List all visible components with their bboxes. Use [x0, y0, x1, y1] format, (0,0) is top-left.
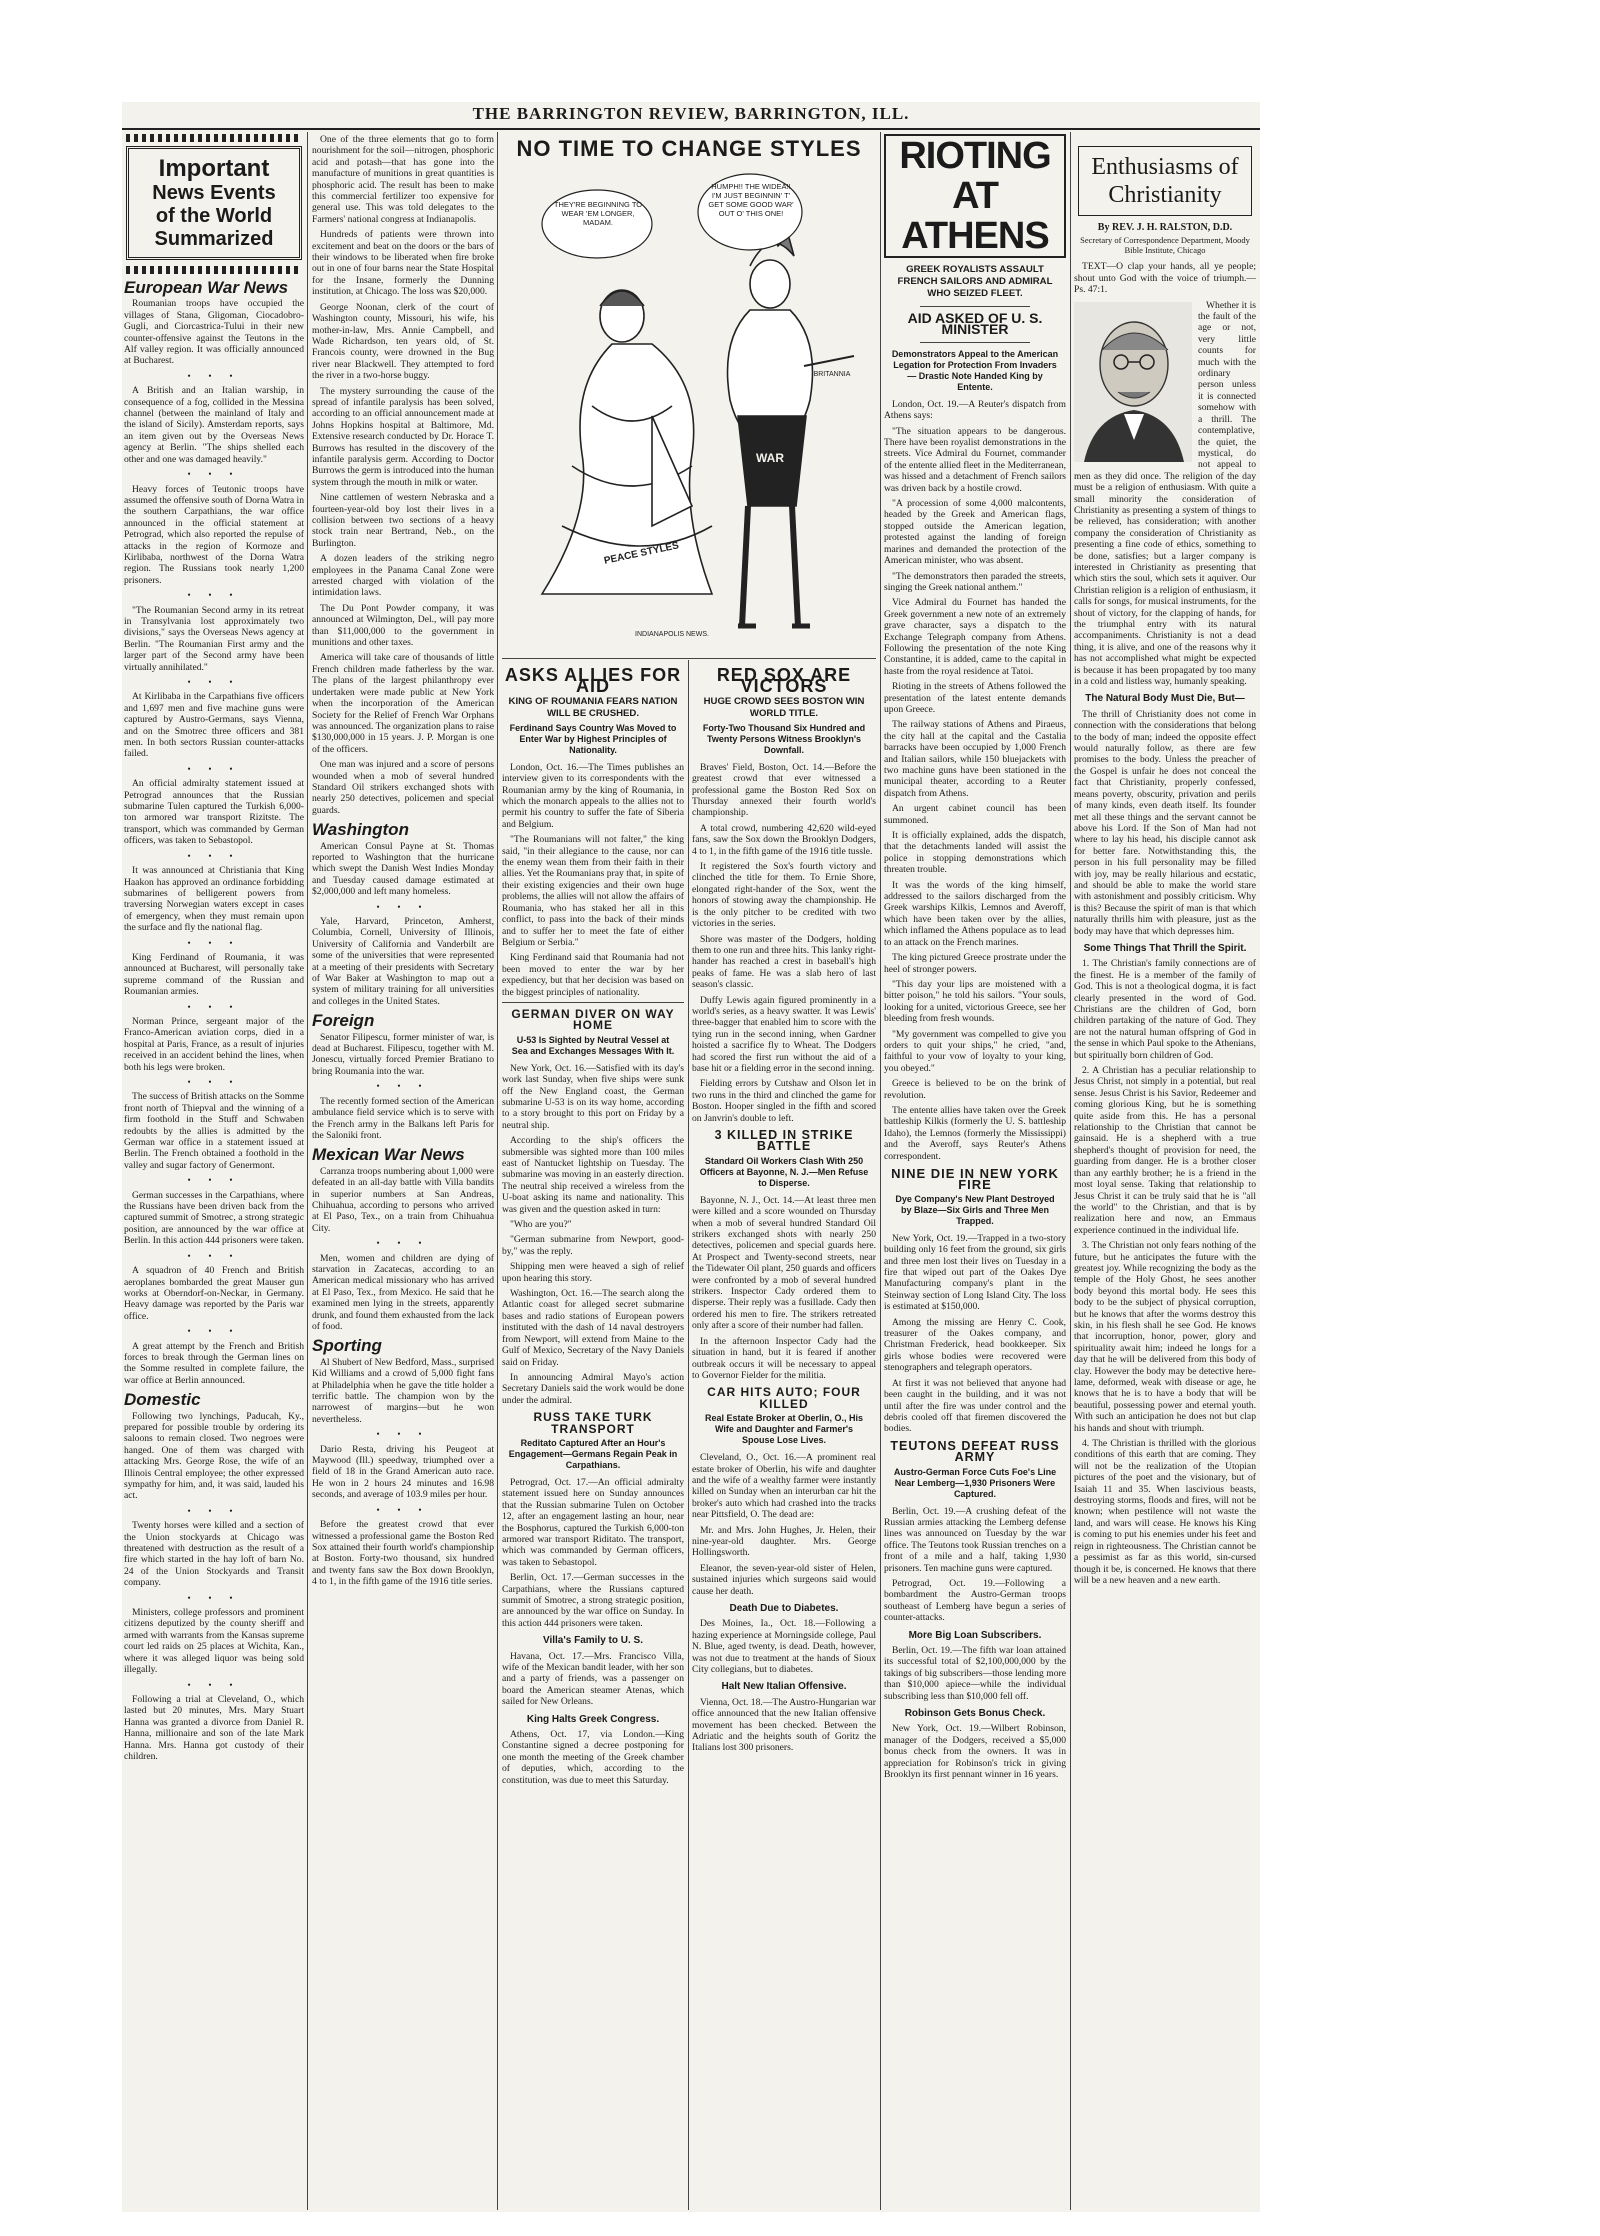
news-item: Al Shubert of New Bedford, Mass., surprised Kid Williams and a crowd of 5,000 fight fans at Philadelphia when he gave the title holder a terrific battle. The champion won by the narrowest of margins—but he won nevertheless. — [312, 1356, 494, 1425]
article-body — [884, 399, 1066, 1162]
paragraph: It was the words of the king himself, addressed to the sailors discharged from the Greek warships Kilkis, Lemnos and Averoff, which have been taken over by the allies, which inflamed the Athens populace as to lead to an attack on the French marines. — [884, 879, 1066, 948]
paragraph: Shore was master of the Dodgers, holding them to one run and three hits. This lanky right-hander has reached a crest in baseball's high peaks of fame. He was a slab hero of last season's classic. — [692, 933, 876, 991]
ornament-border — [126, 134, 302, 142]
sermon-title-line: Enthusiasms of — [1091, 154, 1239, 180]
column-divider — [497, 132, 498, 2210]
article-body — [1074, 709, 1256, 937]
item-separator: • • • — [376, 1429, 430, 1440]
paragraph: "The situation appears to be dangerous. There have been royalist demonstrations in the streets. Vice Admiral du Fournet, commander of the entente allied fleet in the Mediterranean, was hissed and a detachment of French sailors was driven back by a hostile crowd. — [884, 425, 1066, 494]
paragraph: "Who are you?" — [510, 1219, 572, 1231]
article-body — [502, 1063, 684, 1406]
sermon-title-line: Christianity — [1108, 182, 1222, 208]
article-body — [692, 1195, 876, 1382]
paragraph: It registered the Sox's fourth victory and clinched the title for them. To Ernie Shore, elongated right-hander of the Sox, went the honors of stowing away the championship. He is the only pitcher to be credited with two victories in the series. — [692, 861, 876, 930]
headline-rioting-athens: RIOTING AT ATHENS — [884, 134, 1066, 258]
item-separator: • • • — [187, 469, 241, 480]
item-separator: • • • — [187, 937, 241, 948]
masthead-rule — [122, 128, 1260, 130]
item-separator: • • • — [187, 1250, 241, 1261]
deck: KING OF ROUMANIA FEARS NATION WILL BE CRUSHED. — [508, 695, 678, 719]
paragraph: "The Roumanians will not falter," the king said, "in their allegiance to the cause, nor can the enemy wean them from their faith in their allies. Yet the Roumanians pray that, in spite of their existing exigencies and their own huge problems, the allies will not allow the affairs of Roumania, who has staked her all in this conflict, to pass into the back of their minds and to suffer her to meet the fate of either Belgium or Serbia." — [502, 834, 684, 948]
paragraph: One of the three elements that go to form nourishment for the soil—nitrogen, phosphoric acid and potash—that has gone into the manufacture of munitions in great quantities is phosphoric acid. The result has been to make this commercial fertilizer too expensive for general use. This was told delegates to the Farmers' national congress at Indianapolis. — [312, 134, 494, 225]
column-5 — [884, 134, 1066, 2210]
paragraph: Fielding errors by Cutshaw and Olson let in two runs in the third and clinched the game for Boston. Hooper singled in the fifth and scored on Janvrin's double to left. — [692, 1078, 876, 1124]
paragraph: A dozen leaders of the striking negro employees in the Panama Canal Zone were arrested charged with violation of the intimidation laws. — [312, 553, 494, 599]
news-item: American Consul Payne at St. Thomas reported to Washington that the hurricane which swept the Danish West Indies Monday and Tuesday caused damage estimated at $2,000,000 and left many homeless. — [312, 840, 494, 898]
news-item: Carranza troops numbering about 1,000 were defeated in an all-day battle with Villa bandits in superior numbers at San Andreas, Chihuahua, according to persons who arrived at El Paso, Tex., on a train from Chihuahua City. — [312, 1165, 494, 1234]
column-divider — [1070, 132, 1071, 2210]
paragraph: 4. The Christian is thrilled with the glorious conditions of this earth that are coming. They will not be the realization of the Utopian pictures of the poet and the visionary, but of Isaiah 11 and 35. When lascivious beasts, destroying storms, floods and fires, will not be known; when pestilence will not waste the land, and wars will cease. He knows his King is coming to put his enemies under his feet and reign in righteousness. The Christian cannot be a pessimist as far as this world, sin-cursed though it be, is concerned. He knows that there will be a new heaven and a new earth. — [1074, 1438, 1256, 1586]
paragraph: Eleanor, the seven-year-old sister of Helen, sustained injuries which surgeons said would cause her death. — [692, 1562, 876, 1597]
paragraph: 1. The Christian's family connections are of the finest. He is a member of the family of God. This is not a theological dogma, it is fact clearly presented in the word of God. Christians are the children of God, born children partaking of the nature of God. They are not the natural human offspring of God in the sense in which Paul spoke to the Athenians, but spiritually born children of God. — [1074, 958, 1256, 1061]
paragraph: Braves' Field, Boston, Oct. 14.—Before the greatest crowd that ever witnessed a professional game the Boston Red Sox on Thursday annexed their fourth world's championship. — [692, 761, 876, 819]
news-item: The recently formed section of the American ambulance field service which is to serve with the French army in the Balkans left Paris for the Saloniki front. — [312, 1095, 494, 1141]
cartoon-drawing — [502, 166, 876, 646]
news-item: It was announced at Christiania that King Haakon has approved an ordinance forbidding submarines of belligerent powers from traversing Norwegian waters except in cases of emergency, when they must remain upon the surface and fly the national flag. — [124, 865, 304, 934]
portrait-image — [1074, 302, 1192, 462]
article-body — [884, 1506, 1066, 1624]
paragraph: Berlin, Oct. 17.—German successes in the Carpathians, where the Russians captured summit of Smotrec, a strong strategic position, are announced by the war office on Sunday. In this action 444 prisoners were taken. — [502, 1572, 684, 1629]
article-body: Athens, Oct. 17, via London.—King Constantine signed a decree postponing for one month the meeting of the Greek chamber of deputies, which, according to the constitution, was due to meet this Saturday. — [502, 1729, 684, 1786]
article-body — [1074, 958, 1256, 1586]
subhead-natural-body: The Natural Body Must Die, But— — [1085, 693, 1245, 705]
headline-german-diver: GERMAN DIVER ON WAY HOME — [511, 1006, 675, 1033]
headline-diabetes: Death Due to Diabetes. — [729, 1603, 839, 1614]
item-separator: • • • — [187, 850, 241, 861]
paragraph: "My government was compelled to give you orders to quit your ships," he cried, "and, faithful to your vow of loyalty to your king, you obeyed." — [884, 1028, 1066, 1074]
cartoon-skirt-label: WAR — [756, 451, 784, 465]
headline-allies-aid: ASKS ALLIES FOR AID — [504, 665, 682, 697]
paragraph: Shipping men were heaved a sigh of relief upon hearing this story. — [502, 1261, 684, 1284]
paragraph: "A procession of some 4,000 malcontents, headed by the Greek and American flags, stopped outside the American legation, protested against the landing of foreign marines and demanded the protection of the American minister, who was absent. — [884, 498, 1066, 567]
news-item: King Ferdinand of Roumania, it was announced at Bucharest, will personally take supreme command of the Russian and Roumanian armies. — [124, 951, 304, 998]
section-heading: Mexican War News — [312, 1145, 465, 1165]
news-item: Men, women and children are dying of starvation in Zacatecas, according to an American medical missionary who has arrived at El Paso, Tex., from Mexico. He said that he examined men lying in the streets, apparently drunk, and found them exhausted from the lack of food. — [312, 1252, 494, 1332]
item-separator: • • • — [187, 1592, 241, 1603]
subdeck: Real Estate Broker at Oberlin, O., His Wife and Daughter and Farmer's Spouse Lose Lives. — [704, 1413, 864, 1446]
paragraph: "German submarine from Newport, good-by," was the reply. — [502, 1234, 684, 1257]
speech-text-right: HUMPH!! THE WIDEA!! I'M JUST BEGINNIN' T' GET SOME GOOD WAR' OUT O' THIS ONE! — [708, 182, 794, 218]
item-separator: • • • — [187, 1001, 241, 1012]
news-item: Senator Filipescu, former minister of war, is dead at Bucharest. Filipescu, together with M. Jonescu, virtually forced Premier Bratiano to bring Roumania into the war. — [312, 1031, 494, 1077]
cartoon-rule — [502, 658, 876, 659]
paragraph: Cleveland, O., Oct. 16.—A prominent real estate broker of Oberlin, his wife and daughter and the wife of a wealthy farmer were instantly killed on Sunday when an interurban car hit the broker's auto which had crashed into the tracks near Pittsfield, O. The dead are: — [692, 1452, 876, 1521]
paragraph: The thrill of Christianity does not come in connection with the considerations that belong to the body of man; indeed the opposite effect would naturally follow, as there are few promises to the body. Unless the preacher of the Gospel is unfair he does not conceal the fact that Christianity, properly confessed, means poverty, obscurity, privation and perils of many kinds, even death itself. Its founder met all these things and the servant cannot be above his Lord. If the Son of Man had not where to lay his head, his disciple cannot ask for better fare. Notwithstanding this, the person in his full personality may be filled with joy, may be really hilarious and ecstatic, and should be able to make the world stare with astonishment and possibly criticism. Why is this? Because the spirit of man is that which naturally thrills him with pleasure, just as the body may have that which depresses him. — [1074, 708, 1256, 937]
text-verse: TEXT—O clap your hands, all ye people; shout unto God with the voice of triumph.—Ps. 47:1. — [1074, 261, 1256, 296]
subdeck: Demonstrators Appeal to the American Legation for Protection From Invaders — Drastic Note Handed King by Entente. — [891, 348, 1059, 392]
news-item: German successes in the Carpathians, where the Russians have been driven back from the captured summit of Smotrec, a strong strategic position, are announced by the war office at Berlin. In this action 444 prisoners were taken. — [124, 1189, 304, 1247]
deck: HUGE CROWD SEES BOSTON WIN WORLD TITLE. — [703, 695, 865, 719]
deck: GREEK ROYALISTS ASSAULT FRENCH SAILORS AND ADMIRAL WHO SEIZED FLEET. — [897, 264, 1053, 299]
headline-loan-subscribers: More Big Loan Subscribers. — [908, 1629, 1042, 1641]
paragraph: King Ferdinand said that Roumania had not been moved to enter the war by her expediency, but that her decision was based on the biggest principles of nationality. — [502, 952, 684, 998]
paragraph: Mr. and Mrs. John Hughes, Jr. Helen, their nine-year-old daughter. Mrs. George Hollingsworth. — [692, 1524, 876, 1559]
headline-teutons-defeat: TEUTONS DEFEAT RUSS ARMY — [890, 1438, 1060, 1465]
news-item: A squadron of 40 French and British aeroplanes bombarded the great Mauser gun works at Oberndorf-on-Neckar, in Germany. Heavy damage was reported by the Paris war office. — [124, 1265, 304, 1322]
column-2-sections — [312, 820, 494, 1588]
subdeck: Reditato Captured After an Hour's Engagement—Germans Regain Peak in Carpathians. — [508, 1437, 678, 1470]
article-body — [692, 1452, 876, 1597]
paragraph: "This day your lips are moistened with a bitter poison," he told his sailors. "Your souls, looking for a united, victorious Greece, see her bleeding from fresh wounds. — [884, 978, 1066, 1025]
news-item: Following a trial at Cleveland, O., which lasted but 20 minutes, Mrs. Mary Stuart Hanna was granted a divorce from Daniel R. Hanna, millionaire and son of the late Mark Hanna. Mrs. Hanna got custody of their children. — [124, 1693, 304, 1762]
subhead-thrill-spirit: Some Things That Thrill the Spirit. — [1083, 942, 1247, 954]
paragraph: George Noonan, clerk of the court of Washington county, Missouri, his wife, his mother-in-law, Mrs. Annie Campbell, and Wade Richardson, ten years old, of St. Francois county, were drowned in the Bug river near Blackwell. They attempted to ford the river in a two-horse buggy. — [312, 301, 494, 382]
paragraph: Washington, Oct. 16.—The search along the Atlantic coast for alleged secret submarine bases and radio stations of European powers instituted with the dash of 14 naval destroyers from Newport, will extend from Maine to the Gulf of Mexico, Secretary of the Navy Daniels said on Friday. — [502, 1288, 684, 1368]
paragraph: One man was injured and a score of persons wounded when a mob of several hundred Standard Oil strikers exchanged shots with nearly 250 detectives, policemen and special guards. — [312, 759, 494, 816]
news-item: A great attempt by the French and British forces to break through the German lines on the Somme resulted in complete failure, the war office at Berlin announced. — [124, 1340, 304, 1386]
item-separator: • • • — [187, 1505, 241, 1516]
byline-affiliation: Secretary of Correspondence Department, Moody Bible Institute, Chicago — [1080, 235, 1250, 256]
section-heading: Sporting — [312, 1336, 382, 1356]
headline-villa-family: Villa's Family to U. S. — [542, 1635, 643, 1647]
paragraph: Hundreds of patients were thrown into excitement and beat on the doors or the bars of their windows to be liberated when fire broke out in one of four barns near the State Hospital for the Insane, formerly the Dunning institution, at Chicago. The loss was $20,000. — [312, 229, 494, 298]
subdeck: Standard Oil Workers Clash With 250 Officers at Bayonne, N. J.—Men Refuse to Disperse. — [699, 1155, 869, 1188]
news-item: At Kirlibaba in the Carpathians five officers and 1,697 men and five machine guns were captured by Austro-Germans, says Vienna, and on the Smotrec three officers and 381 men. In both sectors Russian counter-attacks failed. — [124, 691, 304, 760]
subdeck: U-53 Is Sighted by Neutral Vessel at Sea and Exchanges Messages With It. — [511, 1034, 675, 1056]
subdeck: Dye Company's New Plant Destroyed by Blaze—Six Girls and Three Men Trapped. — [895, 1193, 1055, 1226]
headline-greek-congress: King Halts Greek Congress. — [526, 1713, 660, 1725]
paragraph: "The demonstrators then paraded the streets, singing the Greek national anthem." — [884, 570, 1066, 593]
item-separator: • • • — [376, 901, 430, 912]
paragraph: Among the missing are Henry C. Cook, treasurer of the Oakes company, and Christman Frederick, head bookkeeper. Six girls whose bodies were recovered were stenographers and telegraph operators. — [884, 1316, 1066, 1374]
deck-aid-asked: AID ASKED OF U. S. MINISTER — [907, 310, 1043, 338]
item-separator: • • • — [187, 370, 241, 381]
paragraph: At first it was not believed that anyone had been caught in the building, and it was not until after the fire was under control and the debris cooled off that firemen discovered the bodies. — [884, 1377, 1066, 1435]
item-separator: • • • — [376, 1081, 430, 1092]
news-item: A British and an Italian warship, in consequence of a fog, collided in the Messina channel (between the mainland of Italy and the island of Sicily). Amsterdam reports, says an item given out by the Overseas News agency at Berlin. "The ships shelled each other and one was damaged heavily." — [124, 385, 304, 465]
paragraph: Nine cattlemen of western Nebraska and a fourteen-year-old boy lost their lives in a collision between two sections of a heavy stock train near Bertrand, Neb., on the Burlington. — [312, 492, 494, 549]
news-item: Yale, Harvard, Princeton, Amherst, Columbia, Cornell, University of Illinois, University of California and Vanderbilt are some of the universities that were represented at a meeting of their presidents with Secretary of War Baker at Washington to map out a system of military training for all universities and colleges in the United States. — [312, 916, 494, 1007]
headline-robinson-bonus: Robinson Gets Bonus Check. — [904, 1708, 1046, 1720]
paragraph: According to the ship's officers the submersible was sighted more than 100 miles east of Nantucket lightship on Tuesday. The submarine was moving in an easterly direction. The neutral ship received a wireless from the U-boat asking its name and nationality. This was given and the question asked in turn: — [502, 1135, 684, 1215]
cartoon-book-label: PEACE STYLES — [603, 540, 680, 567]
paragraph: London, Oct. 19.—A Reuter's dispatch from Athens says: — [884, 398, 1066, 422]
item-separator: • • • — [376, 1238, 430, 1249]
section-heading: Domestic — [124, 1390, 201, 1410]
headline-car-hits-auto: CAR HITS AUTO; FOUR KILLED — [707, 1385, 861, 1411]
box-title-line: Important — [158, 155, 270, 182]
speech-text-left: THEY'RE BEGINNING TO WEAR 'EM LONGER, MADAM. — [553, 200, 643, 227]
paragraph: New York, Oct. 16.—Satisfied with its day's work last Sunday, when five ships were sunk off the New England coast, the German submarine U-53 is on its way home, according to a story brought to this port on Friday by a neutral ship. — [502, 1062, 684, 1131]
news-summary-box — [126, 146, 302, 260]
cartoon-credit: INDIANAPOLIS NEWS. — [635, 631, 709, 638]
column-4 — [692, 664, 876, 2210]
article-body: Berlin, Oct. 19.—The fifth war loan attained its successful total of $2,100,000,000 by the takings of big subscribers—those lending more than $10,000 apiece—while the individual subscribing less than $10,000 fell off. — [884, 1645, 1066, 1702]
editorial-cartoon — [502, 134, 876, 654]
article-body — [502, 1477, 684, 1629]
article-body — [502, 762, 684, 998]
article-body: New York, Oct. 19.—Wilbert Robinson, manager of the Dodgers, received a $5,000 bonus check from the owners. It was in appreciation for Robinson's trick in giving Brooklyn its first pennant winner in 16 years. — [884, 1723, 1066, 1781]
column-2-intro — [312, 134, 494, 816]
byline: By REV. J. H. RALSTON, D.D. — [1097, 222, 1233, 233]
column-3 — [502, 664, 684, 2210]
paragraph: The king pictured Greece prostrate under the heel of stronger powers. — [884, 952, 1066, 975]
news-item: The success of British attacks on the Somme front north of Thiepval and the winning of a firm foothold in the Stuff and Schwaben redoubts by the allies is admitted by the German war office in a statement issued at Berlin. The French obtained a foothold in the valley and sugar factory of Genermont. — [124, 1091, 304, 1171]
column-2 — [312, 134, 494, 2210]
column-divider — [688, 660, 689, 2210]
paragraph: Whether it is the fault of the age or not, very little counts for much with the ordinary person unless it is connected somehow with a thrill. The contemplative, the quiet, the mystical, do not appeal to men as they did once. The religion of the day must be a religion of enthusiasm. With quite a small minority the consideration of Christianity as presenting a system of things to be relieved, has consideration; with another company the consideration of Christianity as presenting a fine code of ethics, something to be done, satisfies; but a larger company is interested in Christianity as presenting that which stirs the soul, which sets it aquiver. Our Christian religion is a religion of enthusiasm, it calls for songs, for musical instruments, for the shout of victory, for the clapping of hands, for the triumphal entry with its natural accompaniments. Christianity is not a dead thing, it is alive, and one of the reasons why it has not accomplished what might be expected is because it has been propagated by too many in a cold and listless way, humanly speaking. — [1074, 299, 1256, 688]
paragraph: 2. A Christian has a peculiar relationship to Jesus Christ, not simply in a potential, but real sense. Jesus Christ is his Savior, Redeemer and coming glorious King, but he is something quite aside from this. He has a personal relationship to the Christian that cannot be gainsaid. He is a shepherd with a true shepherd's thought of provision for need, the guarding from danger. He is a brother closer than any earthly brother; he is a friend in the most loyal sense. Taking that relationship to Jesus Christ it can be truly said that he is "all the world" to the Christian, and that is by realization here and now, an Emmaus experience continued in the individual life. — [1074, 1065, 1256, 1236]
ornament-border — [126, 266, 302, 274]
subdeck: Ferdinand Says Country Was Moved to Enter War by Highest Principles of Nationality. — [509, 722, 677, 755]
paragraph: Vice Admiral du Fournet has handed the Greek government a new note of an extremely grave character, says a dispatch to the Exchange Telegraph company from Athens. Following the presentation of the note King Constantine, it is added, came to the capital in haste from the royal residence at Tatoi. — [884, 597, 1066, 677]
item-separator: • • • — [187, 590, 241, 601]
cartoon-title: NO TIME TO CHANGE STYLES — [516, 136, 862, 161]
paragraph: New York, Oct. 19.—Trapped in a two-story building only 16 feet from the ground, six girls and three men lost their lives on Tuesday in a fire that wiped out part of the Oakes Dye Manufacturing company's plant in the Steinway section of Long Island City. The loss is estimated at $150,000. — [884, 1232, 1066, 1313]
column-1 — [124, 134, 304, 2210]
paragraph: It is officially explained, adds the dispatch, that the detachments landed will assist the police in stopping demonstrations which threaten trouble. — [884, 830, 1066, 876]
paragraph: Bayonne, N. J., Oct. 14.—At least three men were killed and a score wounded on Thursday when a mob of several hundred Standard Oil strikers exchanged shots with nearly 250 detectives, policemen and special guards here. At Prospect and Twenty-second streets, near the Tidewater Oil plant, 250 guards and officers were confronted by a mob of several hundred strikers. Inspector Cady ordered them to disperse. Their reply was a fusillade. Cady then ordered his men to fire. The strikers retreated only after a score of their number had fallen. — [692, 1194, 876, 1332]
paragraph: America will take care of thousands of little French children made fatherless by the war. The plans of the largest philanthropy ever undertaken were made public at New York when the incorporation of the American Society for the Relief of French War Orphans was announced. The organization plans to raise $130,000,000 in 15 years. J. P. Morgan is one of the officers. — [312, 652, 494, 755]
news-item: Roumanian troops have occupied the villages of Stana, Gligoman, Ciocadobro-Gugli, and Ciorcastrica-Tului in their new counter-offensive against the Teutons in the Alf valley region. It was officially announced at Bucharest. — [124, 298, 304, 367]
headline-strike-battle: 3 KILLED IN STRIKE BATTLE — [714, 1128, 854, 1154]
paragraph: The entente allies have taken over the Greek battleship Kilkis (formerly the U. S. battleship Idaho), the Lemnos (formerly the Mississippi) and the Averoff, says Reuter's Athens correspondent. — [884, 1104, 1066, 1162]
paragraph: A total crowd, numbering 42,620 wild-eyed fans, saw the Sox down the Brooklyn Dodgers, 4 to 1, in the fifth game of the 1916 title tussle. — [692, 822, 876, 857]
paragraph: 3. The Christian not only fears nothing of the future, but he anticipates the future with the greatest joy. While recognizing the body as the temple of the Holy Ghost, he sees another body beyond this mortal body. He sees this body to be the subject of physical corruption, but he knows that after the worms destroy this skin, in his flesh shall he see God. He knows that incorruption, honor, power, glory and spirituality await him; indeed he longs for a day that he will be delivered from this body of clay. However the body may be detective here-lame, deformed, weak with disease or age, he knows that he is to have a body that will be beautiful, possessing power and eternal youth. With such an anticipation he does not but clap his hands and shout with triumph. — [1074, 1240, 1256, 1434]
news-item: Twenty horses were killed and a section of the Union stockyards at Chicago was threatened with destruction as the result of a fire which started in the hay loft of barn No. 24 of the Union Stockyards and Transit company. — [124, 1520, 304, 1589]
subdeck: Forty-Two Thousand Six Hundred and Twenty Persons Witness Brooklyn's Downfall. — [702, 722, 866, 755]
section-heading: Foreign — [312, 1011, 375, 1031]
column-divider — [307, 132, 308, 2210]
news-item: Heavy forces of Teutonic troops have assumed the offensive south of Dorna Watra in the southern Carpathians, the war office announced in the official statement at Petrograd, which also reported the repulse of attacks in the region of Kormoze and Kirlibaba, northwest of the Dorna Watra region. The Russians took nearly 1,200 prisoners. — [124, 483, 304, 586]
paragraph: Duffy Lewis again figured prominently in a world's series, as a heavy swatter. It was Lewis' three-bagger that enabled him to score with the tying run in the second inning, when Gardner hoisted a sacrifice fly to Wheat. The Dodgers had scored the first run without the aid of a base hit or a fielding error in the second inning. — [692, 994, 876, 1074]
column-6 — [1074, 134, 1256, 2210]
paragraph: Petrograd, Oct. 17.—An official admiralty statement issued here on Sunday announces that the Russian submarine Tulen on October 12, after an engagement lasting an hour, near the Bosphorus, captured the Turkish 6,000-ton armored war transport Riditato. The transport, which was commanded by German officers, was taken to Sebastopol. — [502, 1476, 684, 1568]
subdeck: Austro-German Force Cuts Foe's Line Near Lemberg—1,930 Prisoners Were Captured. — [893, 1466, 1057, 1499]
item-separator: • • • — [187, 1679, 241, 1690]
paragraph: An urgent cabinet council has been summoned. — [884, 803, 1066, 826]
headline-russ-turk: RUSS TAKE TURK TRANSPORT — [533, 1410, 653, 1436]
paragraph: The railway stations of Athens and Piraeus, the city hall at the capital and the Castalia barracks have been occupied by 1,000 French and Italian sailors, while 150 bluejackets with two machine guns have been stationed in the municipal theater, according to a Reuter dispatch from Athens. — [884, 719, 1066, 799]
article-body: Havana, Oct. 17.—Mrs. Francisco Villa, wife of the Mexican bandit leader, with her son and a party of friends, was a passenger on board the American steamer Atenas, which sailed for New Orleans. — [502, 1650, 684, 1708]
item-separator: • • • — [187, 1326, 241, 1337]
paragraph: Petrograd, Oct. 19.—Following a bombardment the Austro-German troops southeast of Lemberg have begun a series of counter-attacks. — [884, 1577, 1066, 1624]
article-body — [692, 762, 876, 1124]
column-1-sections — [124, 278, 304, 1762]
item-separator: • • • — [187, 763, 241, 774]
section-heading: European War News — [124, 278, 289, 297]
item-separator: • • • — [187, 1175, 241, 1186]
box-title-line: Summarized — [154, 228, 274, 250]
news-item: Following two lynchings, Paducah, Ky., prepared for possible trouble by ordering its saloons to remain closed. Two negroes were hanged. One of them was charged with attacking Mrs. George Rose, the wife of an Illinois Central employee; the other expressed sympathy for him, and, it was said, lauded his act. — [124, 1410, 304, 1502]
section-heading: Washington — [312, 820, 409, 840]
news-item: Before the greatest crowd that ever witnessed a professional game the Boston Red Sox attained their fourth world's championship at Boston. Forty-two thousand, six hundred and twenty fans saw the Box down Brooklyn, 4 to 1, in the fifth game of the 1916 title series. — [312, 1519, 494, 1588]
masthead: THE BARRINGTON REVIEW, BARRINGTON, ILL. — [472, 104, 910, 123]
headline-ny-fire: NINE DIE IN NEW YORK FIRE — [891, 1166, 1059, 1193]
article-body: Vienna, Oct. 18.—The Austro-Hungarian war office announced that the new Italian offensive movement has been checked. Between the Adriatic and the heights south of Goritz the Italians lost 300 prisoners. — [692, 1696, 876, 1754]
news-item: An official admiralty statement issued at Petrograd announces that the Russian submarine Tulen captured the Turkish 6,000-ton armored war transport Rizitste. The transport, which was commanded by German officers, was taken to Sebastopol. — [124, 778, 304, 847]
news-item: Dario Resta, driving his Peugeot at Maywood (Ill.) speedway, triumphed over a field of 18 in the Grand American auto race. He won in 2 hours 24 minutes and 16.98 seconds, and average of 103.9 miles per hour. — [312, 1443, 494, 1501]
column-divider — [880, 132, 881, 2210]
news-item: "The Roumanian Second army in its retreat in Transylvania lost approximately two divisions," says the Overseas News agency at Berlin. "The Roumanian First army and the larger part of the Second army have been virtually annihilated." — [124, 604, 304, 673]
item-separator: • • • — [187, 677, 241, 687]
paragraph: Rioting in the streets of Athens followed the presentation of the latest entente demands upon Greece. — [884, 681, 1066, 715]
item-separator: • • • — [376, 1504, 430, 1515]
paragraph: Berlin, Oct. 19.—A crushing defeat of the Russian armies attacking the Lemberg defense lines was announced on Tuesday by the war office. The Teutons took Russian trenches on a front of a mile and a half, taking 1,930 prisoners. Ten machine guns were captured. — [884, 1505, 1066, 1574]
paragraph: Greece is believed to be on the brink of revolution. — [884, 1078, 1066, 1101]
paragraph: In the afternoon Inspector Cady had the situation in hand, but it is feared if another outbreak occurs it will be necessary to appeal to Governor Fielder for the militia. — [692, 1335, 876, 1381]
paragraph: The Du Pont Powder company, it was announced at Wilmington, Del., will pay more than $11,000,000 to the government in munitions and other taxes. — [312, 602, 494, 649]
headline-red-sox: RED SOX ARE VICTORS — [716, 665, 852, 697]
item-separator: • • • — [187, 1077, 241, 1087]
news-item: Norman Prince, sergeant major of the Franco-American aviation corps, died in a hospital at Paris, France, as a result of injuries received in an accident behind the lines, when both his legs were broken. — [124, 1015, 304, 1073]
paragraph: London, Oct. 16.—The Times publishes an interview given to its correspondents with the Roumanian army by the king of Roumania, in which the monarch appeals to the allies not to permit his country to suffer the fate of Siberia and Belgium. — [502, 761, 684, 830]
article-body — [884, 1233, 1066, 1435]
sermon-title-box — [1078, 146, 1252, 216]
paragraph: The mystery surrounding the cause of the spread of infantile paralysis has been solved, according to an official announcement made at Johns Hopkins hospital at Baltimore, Md. Extensive research conducted by Dr. Horace T. Burrows has resulted in the discovery of the infantile paralysis germ. According to Doctor Burrows the germ is introduced into the human system through the mouth in milk or water. — [312, 385, 494, 488]
box-title-line: of the World — [155, 205, 273, 227]
news-item: Ministers, college professors and prominent citizens deputized by the county sheriff and armed with warrants from the Kansas supreme court led raids on 25 places at Wichita, Kan., where it was alleged liquor was being sold illegally. — [124, 1607, 304, 1676]
article-body: Des Moines, Ia., Oct. 18.—Following a hazing experience at Morningside college, Paul N. Blue, aged twenty, is dead. Death, however, was not due to treatment at the hands of Sioux City collegians, but to diabetes. — [692, 1618, 876, 1676]
paragraph: In announcing Admiral Mayo's action Secretary Daniels said the work would be done under the admiral. — [502, 1371, 684, 1406]
box-title-line: News Events — [152, 182, 276, 204]
cartoon-paper-label: BRITANNIA — [813, 371, 851, 378]
headline-italian-offensive: Halt New Italian Offensive. — [721, 1681, 847, 1693]
